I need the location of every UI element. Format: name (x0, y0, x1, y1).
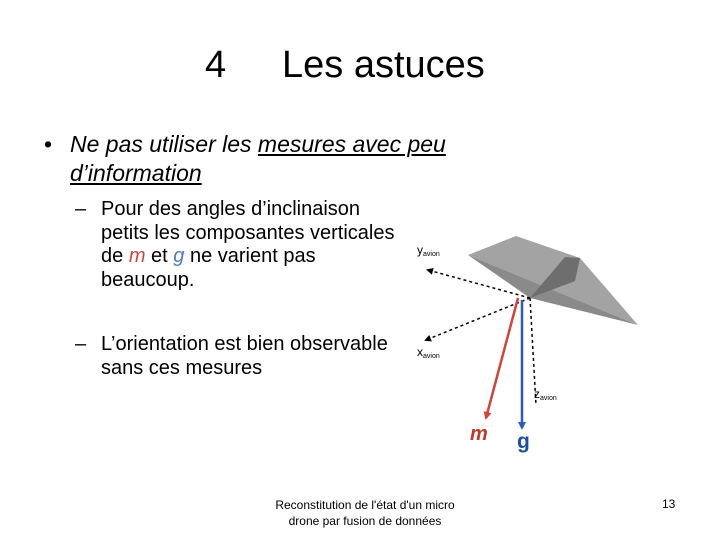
vector-m-arrow (486, 298, 518, 418)
sub-bullet-1-part3: ne varient pas beaucoup. (101, 245, 316, 291)
dash-icon: – (75, 198, 87, 220)
symbol-g: g (173, 245, 185, 267)
main-bullet-underlined: mesures avec peu d’information (70, 131, 446, 186)
footer-line-2: drone par fusion de données (288, 514, 442, 528)
y-axis-label: yavion (417, 243, 440, 258)
sub-bullet-2-text: L’orientation est bien observable sans ces mesures (101, 333, 388, 379)
main-bullet-text (70, 130, 570, 188)
dash-icon: – (75, 333, 87, 355)
sub-bullet-1-text (101, 198, 395, 292)
section-number: 4 (205, 44, 227, 86)
symbol-m: m (128, 245, 146, 267)
sub-bullet-1-part2: et (145, 245, 174, 267)
slide-title (0, 44, 720, 94)
footer-text (230, 497, 500, 529)
footer-line-1: Reconstitution de l'état d'un micro (275, 498, 455, 512)
main-bullet-part1: Ne pas utiliser les (70, 131, 258, 157)
x-axis-label: xavion (417, 345, 440, 360)
bullet-icon: • (44, 131, 53, 157)
page-number: 13 (662, 497, 676, 511)
vector-m-label: m (470, 423, 488, 445)
vector-g-label: g (517, 430, 530, 453)
x-axis-line (426, 298, 530, 340)
plane-diagram (395, 228, 685, 458)
z-axis-label: zavion (534, 387, 557, 402)
sub-bullet-1-part1: Pour des angles d’inclinaison petits les composantes verticales de (101, 198, 395, 267)
title-text: Les astuces (282, 44, 485, 86)
